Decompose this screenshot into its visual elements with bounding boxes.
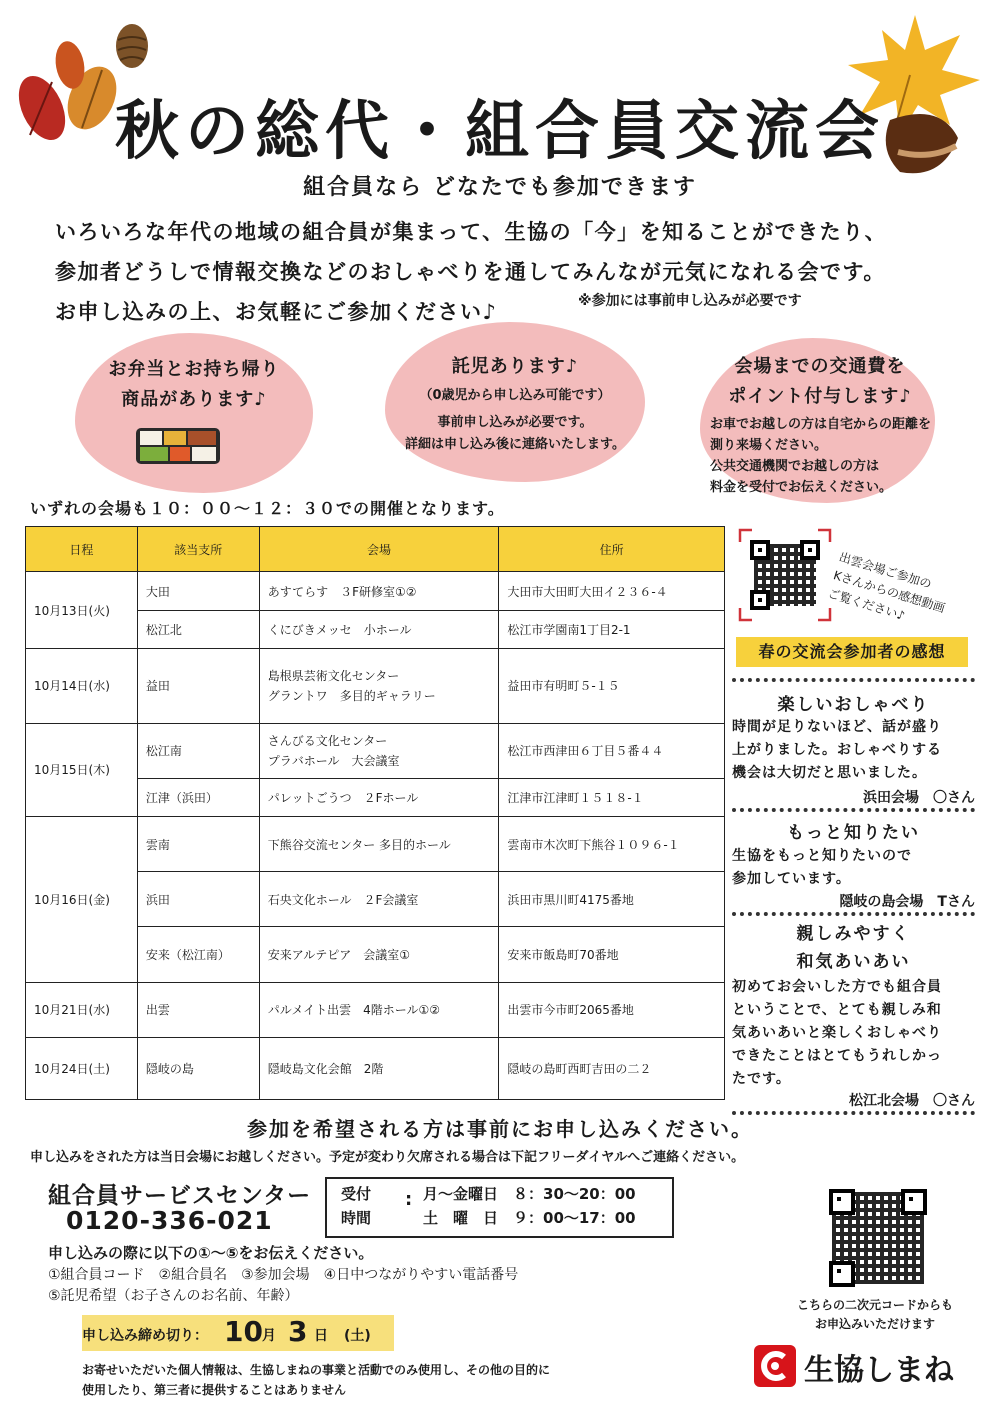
table-row xyxy=(26,649,725,723)
service-center-name: 組合員サービスセンター xyxy=(48,1183,312,1209)
venue-cell: 隠岐島文化会館 2階 xyxy=(259,1037,499,1099)
schedule-table xyxy=(25,526,725,1100)
branch-cell: 松江南 xyxy=(137,723,259,778)
table-row xyxy=(26,1037,725,1099)
registration-note: ※参加には事前申し込みが必要です xyxy=(578,293,802,309)
bento-box-icon xyxy=(132,420,224,468)
feature-childcare-title: 託児あります♪ xyxy=(451,356,579,377)
table-row xyxy=(26,816,725,871)
header-address: 住所 xyxy=(499,527,725,572)
feature-transport-title: 会場までの交通費を ポイント付与します♪ xyxy=(728,356,912,407)
table-header-row xyxy=(26,527,725,572)
voice-title: 親しみやすく 和気あいあい xyxy=(796,924,911,972)
coop-logo-text: 生協しまね xyxy=(804,1353,954,1388)
address-cell: 雲南市木次町下熊谷１０９６-１ xyxy=(499,816,725,871)
hours-box xyxy=(325,1177,674,1238)
branch-cell: 益田 xyxy=(137,649,259,723)
page-subtitle: 組合員なら どなたでも参加できます xyxy=(303,175,697,200)
voice-title: もっと知りたい xyxy=(787,823,920,843)
address-cell: 隠岐の島町西町吉田の二２ xyxy=(499,1037,725,1099)
qr-application-caption: こちらの二次元コードからも お申込みいただけます xyxy=(796,1298,953,1331)
header-date: 日程 xyxy=(26,527,138,572)
dotted-divider xyxy=(732,912,975,916)
table-row xyxy=(26,723,725,778)
dotted-divider xyxy=(732,678,975,682)
table-row xyxy=(26,572,725,611)
qr-frame xyxy=(738,528,832,622)
branch-cell: 安来（松江南） xyxy=(137,927,259,982)
venue-cell: 安来アルテピア 会議室① xyxy=(259,927,499,982)
voice-body: 初めてお会いした方でも組合員 ということで、とても親しみ和 気あいあいと楽しくおしゃべり できたことはとてもうれしかっ たです。 xyxy=(732,979,942,1087)
deadline-weekday: (土) xyxy=(344,1328,371,1344)
voices-heading: 春の交流会参加者の感想 xyxy=(736,637,968,667)
venue-cell: さんびる文化センター プラバホール 大会議室 xyxy=(259,723,499,778)
hours-colon: : xyxy=(405,1189,413,1210)
coop-logo-mark-icon xyxy=(754,1345,796,1387)
dotted-divider xyxy=(732,808,975,812)
intro-line: いろいろな年代の地域の組合員が集まって、生協の「今」を知ることができたり、 xyxy=(55,220,888,244)
apply-note: 申し込みをされた方は当日会場にお越しください。予定が変わり欠席される場合は下記フリーダイヤルへご連絡ください。 xyxy=(30,1150,745,1165)
deadline-label: 申し込み締め切り： xyxy=(82,1328,208,1344)
intro-line: 参加者どうしで情報交換などのおしゃべりを通してみんなが元気になれる会です。 xyxy=(55,260,886,284)
time-notice: いずれの会場も１０：００～１２：３０での開催となります。 xyxy=(30,499,505,518)
deadline-day: 3 xyxy=(288,1315,308,1348)
date-cell: 10月15日(木) xyxy=(26,723,138,816)
feature-transport-body: お車でお越しの方は自宅からの距離を 測り来場ください。 公共交通機関でお越しの方は 料金を受付でお伝えください。 xyxy=(710,417,932,495)
branch-cell: 江津（浜田） xyxy=(137,778,259,816)
address-cell: 益田市有明町５-１５ xyxy=(499,649,725,723)
branch-cell: 隠岐の島 xyxy=(137,1037,259,1099)
apply-heading: 参加を希望される方は事前にお申し込みください。 xyxy=(247,1117,753,1141)
branch-cell: 出雲 xyxy=(137,982,259,1037)
header-branch: 該当支所 xyxy=(137,527,259,572)
header-venue: 会場 xyxy=(259,527,499,572)
deadline-month-unit: 月 xyxy=(262,1328,276,1344)
page-title: 秋の総代・組合員交流会 xyxy=(115,95,885,169)
address-cell: 浜田市黒川町4175番地 xyxy=(499,872,725,927)
venue-cell: くにびきメッセ 小ホール xyxy=(259,611,499,649)
venue-cell: 石央文化ホール ２F会議室 xyxy=(259,872,499,927)
branch-cell: 雲南 xyxy=(137,816,259,871)
voice-signature: 浜田会場 〇さん xyxy=(863,790,975,806)
date-cell: 10月16日(金) xyxy=(26,816,138,982)
deadline-banner xyxy=(82,1315,394,1351)
address-cell: 松江市学園南1丁目2-1 xyxy=(499,611,725,649)
venue-cell: あすてらす ３F研修室①② xyxy=(259,572,499,611)
branch-cell: 大田 xyxy=(137,572,259,611)
deadline-month: 10 xyxy=(224,1315,263,1348)
address-cell: 松江市西津田６丁目５番４４ xyxy=(499,723,725,778)
items-list: ①組合員コード ②組合員名 ③参加会場 ④日中つながりやすい電話番号 ⑤託児希望（お子さんのお名前、年齢） xyxy=(48,1267,519,1304)
application-qr-code[interactable] xyxy=(826,1186,930,1290)
date-cell: 10月24日(土) xyxy=(26,1037,138,1099)
hours-weekday: 月～金曜日 ８：30～20：00 xyxy=(423,1185,636,1203)
coop-logo xyxy=(754,1343,964,1389)
branch-cell: 松江北 xyxy=(137,611,259,649)
feature-childcare-sub: （0歳児から申し込み可能です） xyxy=(419,388,611,403)
video-qr-code[interactable] xyxy=(748,538,822,612)
address-cell: 出雲市今市町2065番地 xyxy=(499,982,725,1037)
voice-body: 生協をもっと知りたいので 参加しています。 xyxy=(732,848,912,887)
service-center-phone[interactable]: 0120-336-021 xyxy=(66,1206,273,1235)
voice-signature: 松江北会場 〇さん xyxy=(849,1093,975,1109)
feature-childcare-body: 事前申し込みが必要です。 詳細は申し込み後に連絡いたします。 xyxy=(405,415,625,452)
address-cell: 大田市大田町大田イ２３６-４ xyxy=(499,572,725,611)
intro-line: お申し込みの上、お気軽にご参加ください♪ xyxy=(55,300,498,324)
date-cell: 10月14日(水) xyxy=(26,649,138,723)
table-row xyxy=(26,982,725,1037)
voice-title: 楽しいおしゃべり xyxy=(777,695,930,715)
qr-video-caption: 出雲会場ご参加の Kさんからの感想動画 ご覧ください♪ xyxy=(826,549,947,623)
feature-bento-title: お弁当とお持ち帰り 商品があります♪ xyxy=(108,359,280,410)
items-heading: 申し込みの際に以下の①～⑤をお伝えください。 xyxy=(48,1244,374,1262)
voice-signature: 隠岐の島会場 Tさん xyxy=(839,894,975,910)
privacy-note: お寄せいただいた個人情報は、生協しまねの事業と活動でのみ使用し、その他の目的に 使用したり、第三者に提供することはありません xyxy=(82,1363,551,1397)
deadline-day-unit: 日 xyxy=(314,1328,328,1344)
intro-text xyxy=(55,212,887,332)
venue-cell: 下熊谷交流センター 多目的ホール xyxy=(259,816,499,871)
address-cell: 江津市江津町１５１８-１ xyxy=(499,778,725,816)
date-cell: 10月21日(水) xyxy=(26,982,138,1037)
hours-label-2: 時間 xyxy=(341,1209,372,1227)
voice-body: 時間が足りないほど、話が盛り 上がりました。おしゃべりする 機会は大切だと思いました。 xyxy=(732,719,942,781)
hours-saturday: 土 曜 日 ９：00～17：00 xyxy=(423,1209,636,1227)
branch-cell: 浜田 xyxy=(137,872,259,927)
venue-cell: パレットごうつ ２Fホール xyxy=(259,778,499,816)
date-cell: 10月13日(火) xyxy=(26,572,138,649)
address-cell: 安来市飯島町70番地 xyxy=(499,927,725,982)
venue-cell: 島根県芸術文化センター グラントワ 多目的ギャラリー xyxy=(259,649,499,723)
venue-cell: パルメイト出雲 4階ホール①② xyxy=(259,982,499,1037)
hours-label-1: 受付 xyxy=(341,1185,372,1203)
